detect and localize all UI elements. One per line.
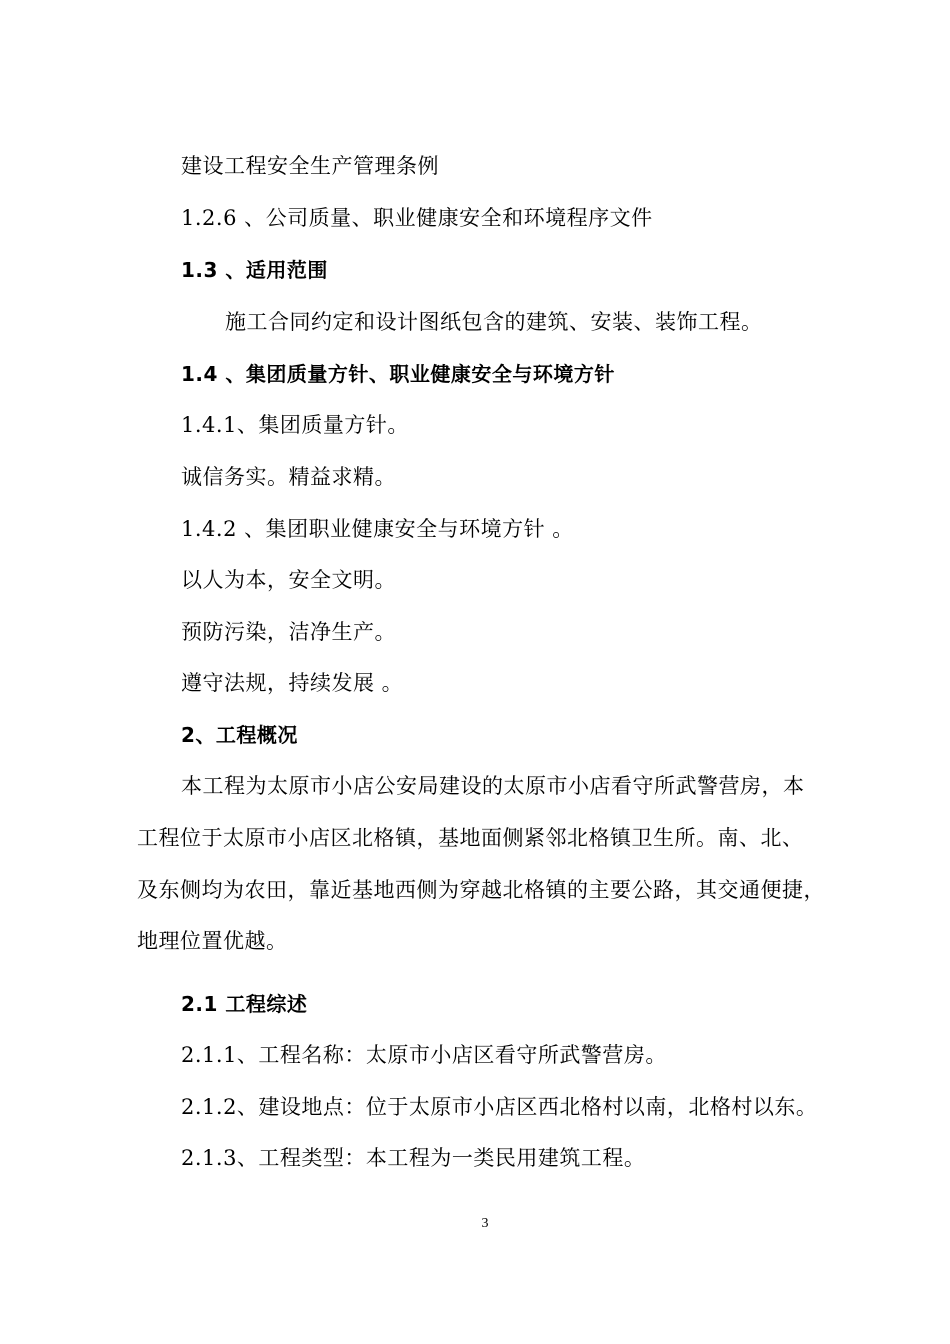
text-line: 诚信务实。精益求精。: [181, 465, 396, 489]
text-line: 1.4.2 、集团职业健康安全与环境方针 。: [181, 517, 574, 541]
text-line: 预防污染，洁净生产。: [181, 620, 396, 644]
text-line: 施工合同约定和设计图纸包含的建筑、安装、装饰工程。: [225, 310, 763, 334]
paragraph-line: 本工程为太原市小店公安局建设的太原市小店看守所武警营房，本: [181, 774, 805, 798]
section-heading: 2.1 工程综述: [181, 992, 308, 1016]
section-heading: 1.4 、集团质量方针、职业健康安全与环境方针: [181, 362, 615, 386]
text-line: 遵守法规，持续发展 。: [181, 671, 404, 695]
section-heading: 2、工程概况: [181, 723, 298, 747]
paragraph-line: 及东侧均为农田，靠近基地西侧为穿越北格镇的主要公路，其交通便捷，: [137, 878, 825, 902]
text-line: 1.4.1、集团质量方针。: [181, 413, 409, 437]
page-number: 3: [481, 1216, 489, 1231]
text-line: 2.1.1、工程名称：太原市小店区看守所武警营房。: [181, 1043, 667, 1067]
text-line: 1.2.6 、公司质量、职业健康安全和环境程序文件: [181, 206, 653, 230]
text-line: 2.1.3、工程类型：本工程为一类民用建筑工程。: [181, 1146, 646, 1170]
text-line: 建设工程安全生产管理条例: [181, 154, 439, 178]
paragraph-line: 工程位于太原市小店区北格镇，基地面侧紧邻北格镇卫生所。南、北、: [137, 826, 804, 850]
text-line: 2.1.2、建设地点：位于太原市小店区西北格村以南，北格村以东。: [181, 1095, 818, 1119]
section-heading: 1.3 、适用范围: [181, 258, 328, 282]
paragraph-line: 地理位置优越。: [137, 929, 288, 953]
text-line: 以人为本，安全文明。: [181, 568, 396, 592]
